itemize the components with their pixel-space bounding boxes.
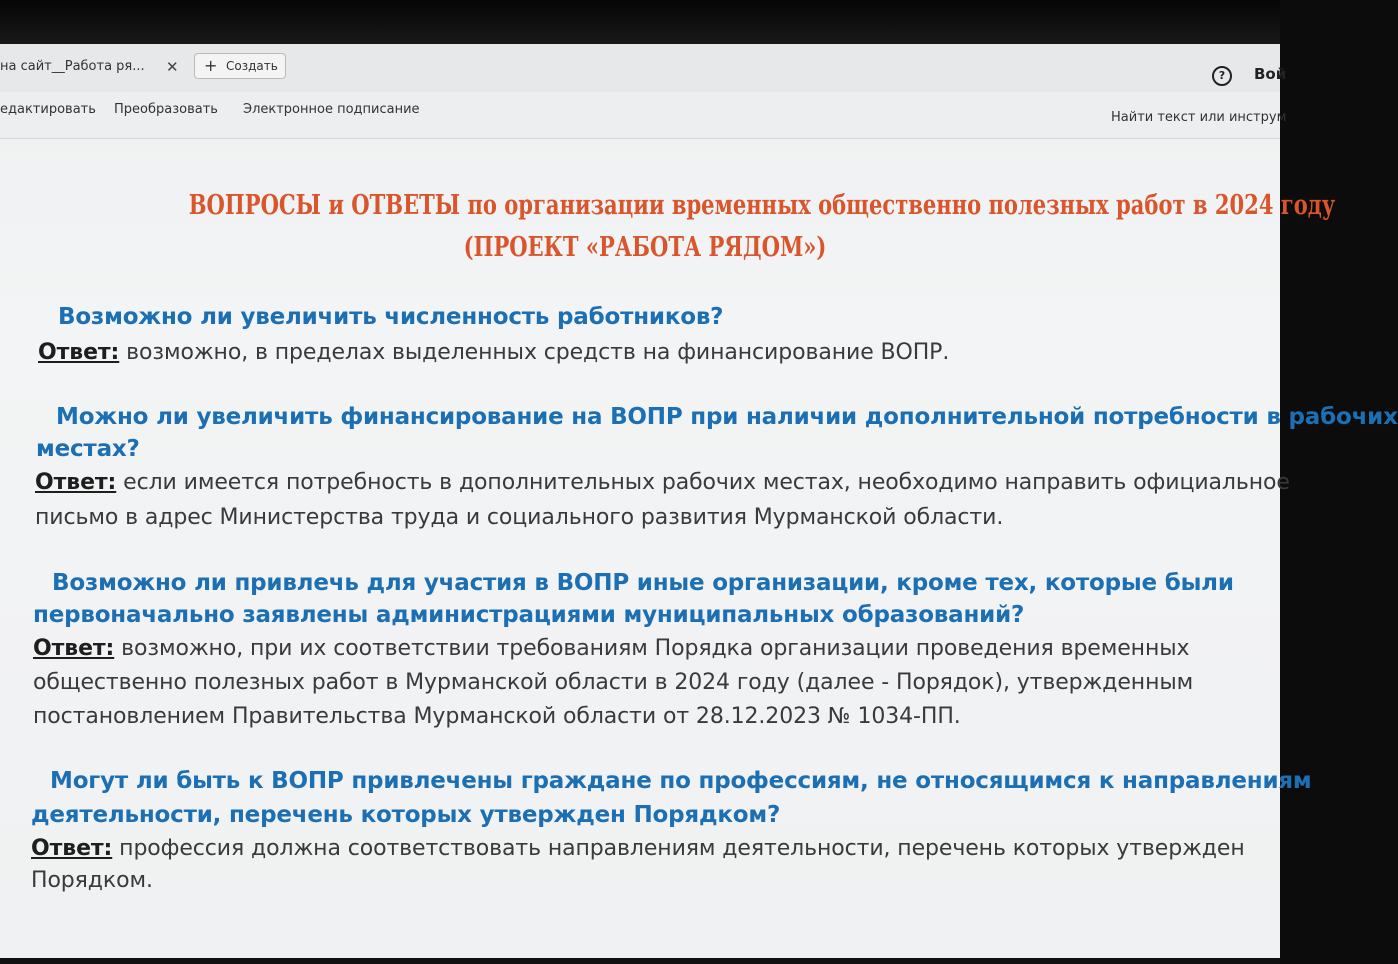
- answer-4-line-2: Порядком.: [31, 868, 153, 893]
- answer-3-line-2: общественно полезных работ в Мурманской области в 2024 году (далее - Порядок), утвержденным: [33, 670, 1194, 695]
- answer-2-line-1: [35, 470, 1290, 495]
- answer-label: Ответ:: [35, 470, 117, 495]
- document-title-line1: ВОПРОСЫ и ОТВЕТЫ по организации временных общественно полезных работ в 2024 году: [188, 190, 1336, 221]
- monitor-bezel-bottom: [0, 958, 1280, 964]
- answer-text: возможно, в пределах выделенных средств на финансирование ВОПР.: [126, 340, 950, 365]
- question-2-line-2: местах?: [36, 436, 140, 462]
- tab-strip: [0, 44, 1287, 92]
- search-tools-input[interactable]: Найти текст или инструм: [1111, 110, 1287, 125]
- plus-icon: +: [204, 56, 218, 75]
- answer-1-line-1: [38, 340, 949, 365]
- answer-text: профессия должна соответствовать направлениям деятельности, перечень которых утвержден: [119, 836, 1245, 861]
- question-4-line-2: деятельности, перечень которых утвержден Порядком?: [31, 802, 781, 828]
- document-tab-label: на сайт__Работа ря...: [0, 59, 145, 74]
- create-button-label: Создать: [226, 59, 278, 73]
- document-tab[interactable]: [0, 54, 186, 80]
- sign-in-button[interactable]: Вой: [1254, 65, 1287, 83]
- screen: [0, 44, 1398, 960]
- help-icon[interactable]: ?: [1212, 66, 1232, 86]
- answer-text: если имеется потребность в дополнительных рабочих местах, необходимо направить официальное: [123, 470, 1290, 495]
- esign-menu[interactable]: Электронное подписание: [243, 102, 420, 117]
- question-3-line-1: Возможно ли привлечь для участия в ВОПР иные организации, кроме тех, которые были: [52, 570, 1234, 596]
- answer-3-line-3: постановлением Правительства Мурманской области от 28.12.2023 № 1034-ПП.: [33, 704, 961, 729]
- answer-text: возможно, при их соответствии требованиям Порядка организации проведения временных: [121, 636, 1190, 661]
- close-icon[interactable]: ✕: [166, 58, 179, 76]
- question-4-line-1: Могут ли быть к ВОПР привлечены граждане по профессиям, не относящимся к направлениям: [50, 768, 1312, 794]
- create-button[interactable]: [194, 53, 286, 79]
- question-2-line-1: Можно ли увеличить финансирование на ВОПР при наличии дополнительной потребности в рабочих: [56, 404, 1398, 430]
- document-title-line2: (ПРОЕКТ «РАБОТА РЯДОМ»): [463, 232, 827, 263]
- answer-label: Ответ:: [31, 836, 113, 861]
- monitor-bezel-top: [0, 0, 1280, 46]
- question-3-line-2: первоначально заявлены администрациями муниципальных образований?: [33, 602, 1025, 628]
- answer-4-line-1: [31, 836, 1245, 861]
- answer-label: Ответ:: [38, 340, 120, 365]
- answer-3-line-1: [33, 636, 1189, 661]
- convert-menu[interactable]: Преобразовать: [114, 102, 218, 117]
- question-1-line-1: Возможно ли увеличить численность работников?: [58, 304, 724, 330]
- toolbar: [0, 92, 1287, 139]
- answer-2-line-2: письмо в адрес Министерства труда и социального развития Мурманской области.: [35, 505, 1004, 530]
- answer-label: Ответ:: [33, 636, 115, 661]
- edit-menu[interactable]: едактировать: [0, 102, 96, 117]
